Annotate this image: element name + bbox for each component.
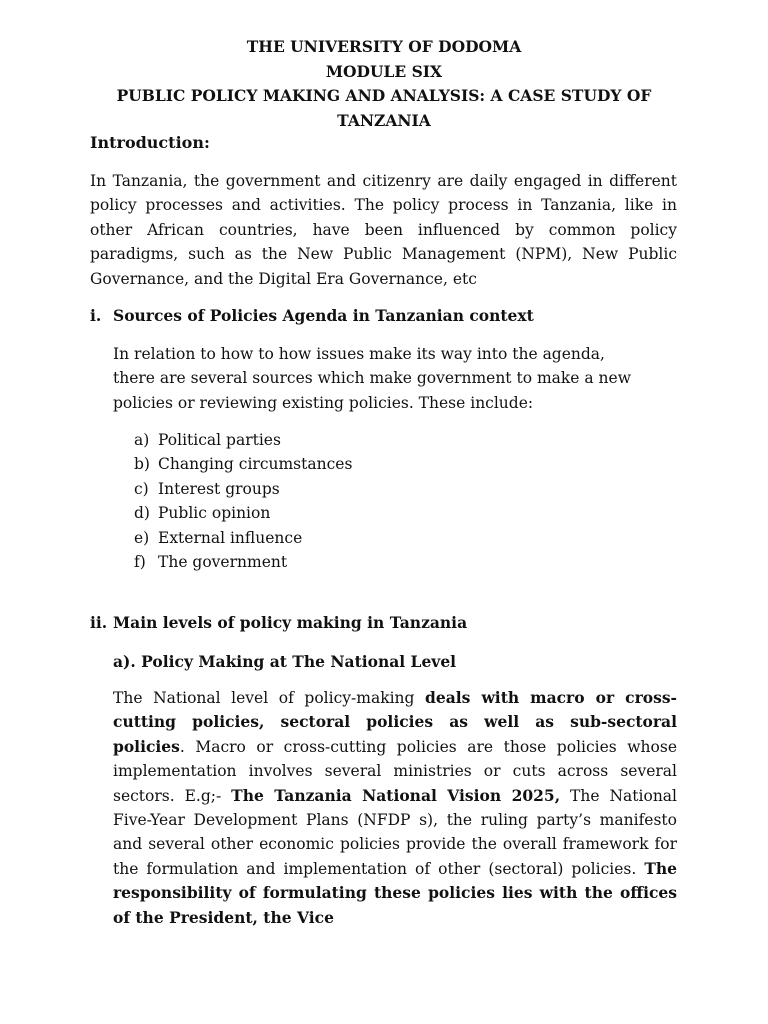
list-marker: f) <box>134 553 146 572</box>
section-2-title: Main levels of policy making in Tanzania <box>113 613 468 632</box>
section-1-heading <box>90 304 534 328</box>
section-2-number: ii. <box>90 613 108 632</box>
section-1-title: Sources of Policies Agenda in Tanzanian context <box>113 306 534 325</box>
paragraph-bold-text: deals with macro or cross-cutting policies, sectoral policies as well as sub-sectoral policies <box>113 688 677 756</box>
list-item <box>134 428 352 452</box>
introduction-heading: Introduction: <box>90 133 210 152</box>
sources-paragraph <box>113 342 683 415</box>
list-item <box>134 501 352 525</box>
paragraph-bold-text: The Tanzania National Vision 2025, <box>231 785 561 805</box>
paragraph-text: The National Five-Year Development Plans (NFDP s), the ruling party’s manifesto and several other economic policies provide the overall framework for the formulation and implementation of other (sectoral) policies. <box>113 786 677 878</box>
section-2-heading <box>90 611 467 635</box>
paragraph-text: The National level of policy-making <box>113 689 426 707</box>
list-marker: d) <box>134 504 150 523</box>
module-number: MODULE SIX <box>325 61 443 81</box>
list-item-text: Interest groups <box>158 479 280 498</box>
document-title-block <box>90 35 678 133</box>
list-item-text: Political parties <box>158 431 281 449</box>
list-item-text: External influence <box>158 528 303 547</box>
list-marker: c) <box>134 479 149 498</box>
introduction-paragraph: In Tanzania, the government and citizenry are daily engaged in different policy processes and activities. The policy process in Tanzania, like in other African countries, have been influenced by common policy paradigms, such as the New Public Management (NPM), New Public Governance, and the Digital Era Governance, etc <box>90 172 677 288</box>
list-item <box>134 526 352 550</box>
sources-list <box>134 428 352 574</box>
list-item-text: Changing circumstances <box>158 455 353 474</box>
national-level-subheading: a). Policy Making at The National Level <box>113 652 457 671</box>
list-marker: a) <box>134 431 150 449</box>
list-item <box>134 477 352 501</box>
list-item <box>134 452 352 476</box>
list-marker: b) <box>134 455 150 474</box>
list-marker: e) <box>134 528 150 547</box>
sources-paragraph-line: policies or reviewing existing policies. These include: <box>113 393 534 412</box>
university-name: THE UNIVERSITY OF DODOMA <box>246 37 522 56</box>
sources-paragraph-line: there are several sources which make government to make a new <box>113 369 631 388</box>
paragraph-bold-text: The responsibility of formulating these policies lies with the offices of the President, the Vice <box>113 858 677 927</box>
list-item-text: Public opinion <box>158 504 271 523</box>
section-1-number: i. <box>90 306 102 325</box>
national-level-paragraph <box>113 686 677 930</box>
list-item-text: The government <box>158 553 288 572</box>
module-title-line-2: TANZANIA <box>337 110 431 130</box>
sources-paragraph-line: In relation to how to how issues make its way into the agenda, <box>113 345 605 363</box>
list-item <box>134 550 352 574</box>
paragraph-text: . Macro or cross-cutting policies are those policies whose implementation involves several ministries or cuts across several sectors. E.g;- <box>113 737 677 805</box>
module-title-line-1: PUBLIC POLICY MAKING AND ANALYSIS: A CASE STUDY OF <box>116 86 652 105</box>
